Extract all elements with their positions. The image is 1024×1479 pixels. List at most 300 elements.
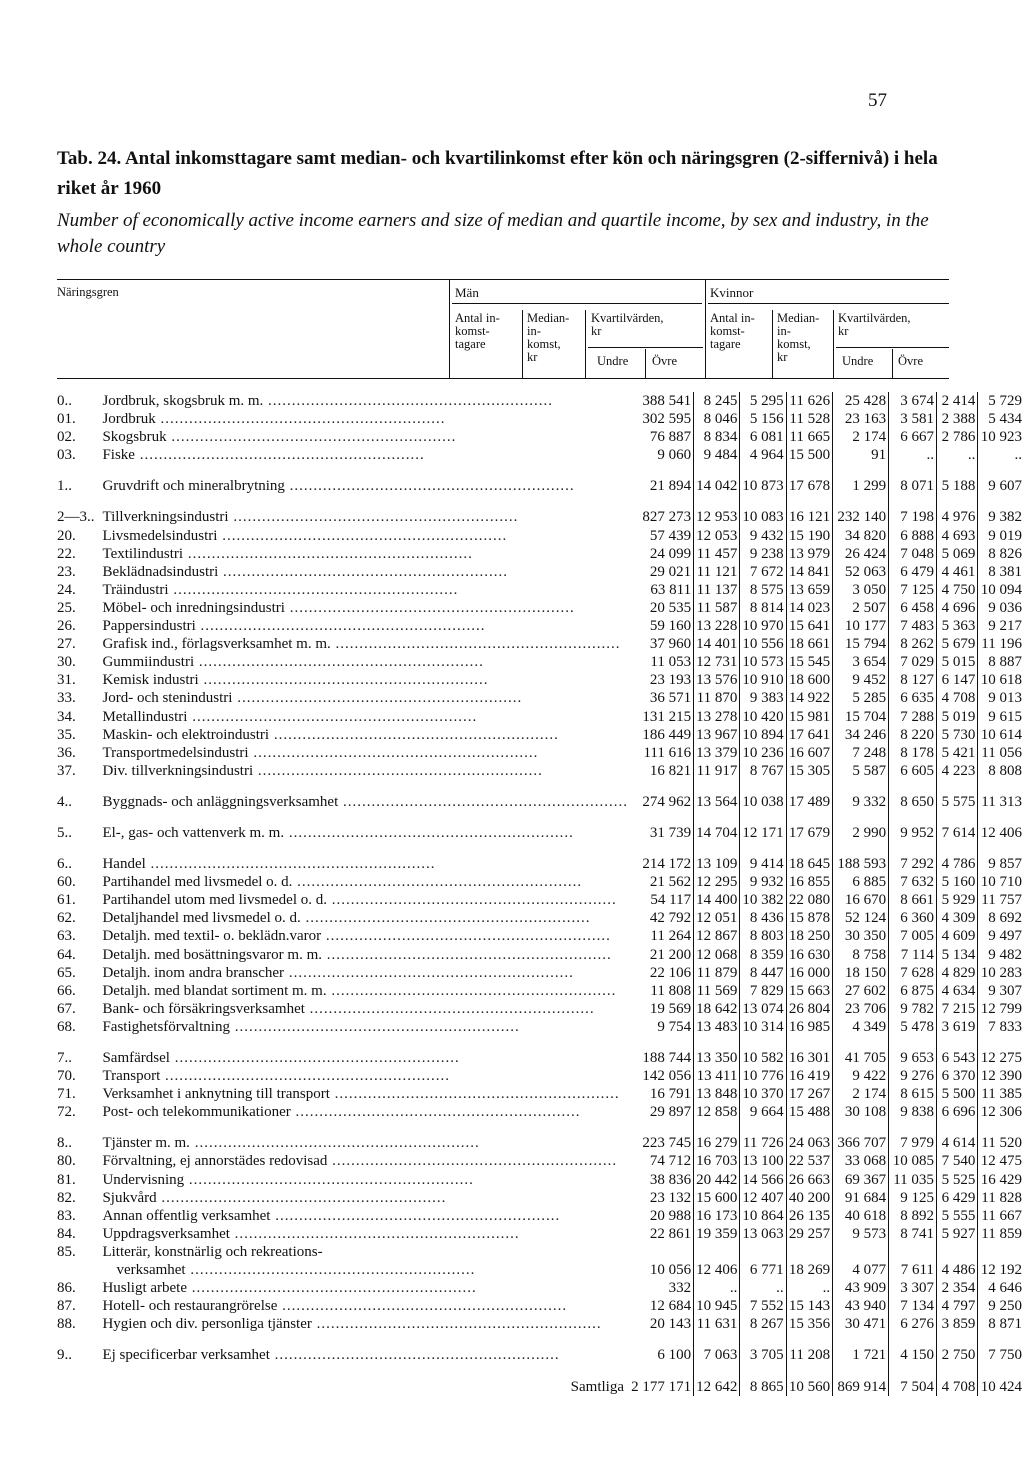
- women-lower-quartile: 7 215: [936, 1000, 977, 1018]
- women-count: 52 124: [833, 909, 889, 927]
- table-row: [57, 873, 1024, 891]
- men-count: 21 894: [628, 477, 694, 495]
- women-lower-quartile: 3 619: [936, 1018, 977, 1036]
- men-median: 19 359: [694, 1225, 740, 1243]
- industry-code: 24.: [57, 581, 76, 598]
- industry-name: Handel ............................................................: [102, 856, 436, 873]
- men-lower-quartile: 7 552: [740, 1297, 786, 1315]
- group-spacer: [57, 1036, 1024, 1049]
- women-lower-quartile: 5 525: [936, 1171, 977, 1189]
- men-lower-quartile: 8 447: [740, 964, 786, 982]
- table-row: [57, 1297, 1024, 1315]
- total-women-lower-quartile: 4 708: [936, 1378, 977, 1396]
- men-count: 42 792: [628, 909, 694, 927]
- table-row: [57, 744, 1024, 762]
- industry-code: 20.: [57, 527, 76, 544]
- men-upper-quartile: 16 985: [786, 1018, 832, 1036]
- group-spacer: [57, 842, 1024, 855]
- women-lower-quartile: 5 575: [936, 793, 977, 811]
- men-median: 13 228: [694, 617, 740, 635]
- women-median: 7 125: [889, 581, 937, 599]
- men-upper-quartile: 15 641: [786, 617, 832, 635]
- men-count: 21 562: [628, 873, 694, 891]
- men-lower-quartile: 12 407: [740, 1189, 786, 1207]
- men-count: 59 160: [628, 617, 694, 635]
- women-upper-quartile: 8 808: [988, 762, 1022, 779]
- men-median: 11 137: [694, 581, 740, 599]
- men-median: 12 068: [694, 946, 740, 964]
- men-upper-quartile: 13 979: [786, 545, 832, 563]
- men-lower-quartile: 8 814: [740, 599, 786, 617]
- women-upper-quartile: 12 406: [980, 824, 1022, 841]
- men-count: 302 595: [628, 410, 694, 428]
- industry-name: Grafisk ind., förlagsverksamhet m. m. ............................................................: [102, 636, 621, 653]
- men-median: 13 379: [694, 744, 740, 762]
- table-subtitle: Number of economically active income earners and size of median and quartile income, by sex and industry, in the whole country: [57, 210, 929, 257]
- header-line: komst,: [527, 337, 561, 351]
- women-count: 9 332: [833, 793, 889, 811]
- leader-dots: ............................................................: [145, 856, 436, 873]
- leader-dots: ............................................................: [326, 982, 617, 999]
- women-upper-quartile: 7 833: [988, 1018, 1022, 1035]
- women-median: 7 048: [889, 545, 937, 563]
- men-lower-quartile: 10 083: [740, 508, 786, 526]
- men-median: 8 834: [694, 428, 740, 446]
- leader-dots: ............................................................: [169, 1050, 460, 1066]
- men-count: 19 569: [628, 1000, 694, 1018]
- men-median: 12 867: [694, 927, 740, 945]
- women-count: 15 704: [833, 708, 889, 726]
- women-lower-quartile: 5 069: [936, 545, 977, 563]
- women-lower-quartile: 4 614: [936, 1134, 977, 1152]
- women-median: 7 632: [889, 873, 937, 891]
- men-lower-quartile: 6 771: [740, 1261, 786, 1279]
- men-count: 188 744: [628, 1049, 694, 1067]
- men-lower-quartile: 10 582: [740, 1049, 786, 1067]
- men-median: 13 967: [694, 726, 740, 744]
- header-divider: [645, 349, 646, 378]
- header-line: Antal in-: [455, 311, 500, 325]
- header-divider: [705, 279, 706, 378]
- total-row: [57, 1378, 1024, 1396]
- men-count: 223 745: [628, 1134, 694, 1152]
- men-median: 11 870: [694, 689, 740, 707]
- industry-name: Jord- och stenindustri ............................................................: [102, 690, 523, 707]
- women-count: 43 940: [833, 1297, 889, 1315]
- industry-code: 8..: [57, 1135, 72, 1152]
- women-quartile-rule: [836, 347, 949, 348]
- men-count: 76 887: [628, 428, 694, 446]
- table-row: [57, 477, 1024, 495]
- women-upper-quartile: 11 757: [981, 892, 1022, 909]
- men-count: 57 439: [628, 527, 694, 545]
- table-row: [57, 410, 1024, 428]
- industry-code: 60.: [57, 874, 76, 891]
- industry-code: 80.: [57, 1153, 76, 1170]
- women-count: 2 990: [833, 824, 889, 842]
- total-women-upper-quartile: 10 424: [980, 1378, 1022, 1395]
- industry-code: 82.: [57, 1189, 76, 1206]
- men-lower-quartile: 5 295: [740, 392, 786, 410]
- women-median: 7 292: [889, 855, 937, 873]
- men-upper-quartile: 11 208: [786, 1346, 832, 1364]
- women-upper-quartile: 10 923: [980, 429, 1022, 446]
- women-median: 3 307: [889, 1279, 937, 1297]
- industry-name: Samfärdsel ............................................................: [102, 1050, 460, 1066]
- header-upper: Övre: [898, 354, 923, 368]
- women-lower-quartile: 7 614: [936, 824, 977, 842]
- women-upper-quartile: 7 750: [988, 1347, 1022, 1364]
- industry-code: [57, 1261, 102, 1279]
- women-median: 8 661: [889, 891, 937, 909]
- women-lower-quartile: 4 634: [936, 982, 977, 1000]
- men-median: 11 879: [694, 964, 740, 982]
- industry-code: 1..: [57, 478, 72, 495]
- women-upper-quartile: 12 192: [980, 1262, 1022, 1279]
- men-median: 12 731: [694, 653, 740, 671]
- leader-dots: ............................................................: [229, 1018, 520, 1035]
- women-lower-quartile: 2 750: [936, 1346, 977, 1364]
- industry-code: 7..: [57, 1050, 72, 1066]
- men-upper-quartile: 16 607: [786, 744, 832, 762]
- leader-dots: ............................................................: [290, 1104, 581, 1121]
- women-upper-quartile: 11 385: [981, 1086, 1022, 1103]
- industry-code: 35.: [57, 726, 76, 743]
- industry-name: Ej specificerbar verksamhet ............................................................: [102, 1347, 560, 1364]
- men-upper-quartile: 15 663: [786, 982, 832, 1000]
- women-count: 6 885: [833, 873, 889, 891]
- men-lower-quartile: ..: [740, 1279, 786, 1297]
- women-median: 7 979: [889, 1134, 937, 1152]
- table-row: [57, 428, 1024, 446]
- men-upper-quartile: 15 488: [786, 1103, 832, 1121]
- leader-dots: ............................................................: [338, 793, 628, 810]
- leader-dots: ............................................................: [187, 708, 478, 725]
- women-median: 6 888: [889, 527, 937, 545]
- men-median: 14 704: [694, 824, 740, 842]
- industry-code: 72.: [57, 1104, 76, 1121]
- women-count: 5 285: [833, 689, 889, 707]
- industry-name: verksamhet ............................................................: [116, 1262, 476, 1279]
- header-divider: [833, 310, 834, 378]
- men-upper-quartile: 17 679: [786, 824, 832, 842]
- men-upper-quartile: 18 600: [786, 671, 832, 689]
- women-median: 9 653: [889, 1049, 937, 1067]
- men-lower-quartile: 5 156: [740, 410, 786, 428]
- industry-code: 86.: [57, 1280, 76, 1297]
- men-lower-quartile: 9 238: [740, 545, 786, 563]
- women-count: 7 248: [833, 744, 889, 762]
- industry-name: Litterär, konstnärlig och rekreations-: [102, 1243, 323, 1260]
- table-row: [57, 927, 1024, 945]
- industry-name: Beklädnadsindustri ............................................................: [102, 563, 509, 580]
- leader-dots: ............................................................: [183, 545, 473, 562]
- men-count: 10 056: [628, 1261, 694, 1279]
- table-row: [57, 1085, 1024, 1103]
- women-count: 91 684: [833, 1189, 889, 1207]
- header-top-rule: [57, 279, 949, 280]
- women-upper-quartile: 8 381: [988, 563, 1022, 580]
- table-row: [57, 909, 1024, 927]
- women-upper-quartile: 8 826: [988, 545, 1022, 562]
- leader-dots: ............................................................: [194, 654, 484, 671]
- men-lower-quartile: 10 314: [740, 1018, 786, 1036]
- women-count: 2 174: [833, 428, 889, 446]
- total-men-lower-quartile: 8 865: [740, 1378, 786, 1396]
- leader-dots: ............................................................: [292, 874, 583, 891]
- men-upper-quartile: 17 489: [786, 793, 832, 811]
- men-lower-quartile: 10 894: [740, 726, 786, 744]
- leader-dots: ............................................................: [217, 527, 508, 544]
- women-upper-quartile: 8 887: [988, 654, 1022, 671]
- industry-name: Fiske ............................................................: [102, 447, 425, 464]
- men-count: 29 021: [628, 563, 694, 581]
- industry-code: 66.: [57, 982, 76, 999]
- header-line: komst-: [710, 324, 745, 338]
- industry-code: 81.: [57, 1171, 76, 1188]
- men-upper-quartile: 14 841: [786, 563, 832, 581]
- leader-dots: ............................................................: [228, 509, 519, 526]
- men-upper-quartile: 18 269: [786, 1261, 832, 1279]
- women-count: 33 068: [833, 1152, 889, 1170]
- women-count: 3 654: [833, 653, 889, 671]
- women-lower-quartile: 5 134: [936, 946, 977, 964]
- industry-code: 71.: [57, 1086, 76, 1103]
- industry-code: 85.: [57, 1243, 76, 1260]
- industry-name: Partihandel utom med livsmedel o. d. ............................................................: [102, 892, 617, 909]
- industry-code: 36.: [57, 744, 76, 761]
- industry-code: 37.: [57, 762, 76, 779]
- table-row: [57, 855, 1024, 873]
- women-lower-quartile: 4 797: [936, 1297, 977, 1315]
- men-median: 16 279: [694, 1134, 740, 1152]
- men-upper-quartile: 26 663: [786, 1171, 832, 1189]
- women-upper-quartile: 9 013: [988, 690, 1022, 707]
- men-count: 111 616: [628, 744, 694, 762]
- table-row: [57, 1152, 1024, 1170]
- men-median: 8 046: [694, 410, 740, 428]
- men-upper-quartile: 24 063: [786, 1134, 832, 1152]
- men-lower-quartile: 10 864: [740, 1207, 786, 1225]
- header-line: komst-: [455, 324, 490, 338]
- industry-name: El-, gas- och vattenverk m. m. ............................................................: [102, 824, 574, 841]
- table-row: [57, 545, 1024, 563]
- women-upper-quartile: [978, 1243, 1024, 1261]
- women-median: 7 198: [889, 508, 937, 526]
- industry-name: Partihandel med livsmedel o. d. ............................................................: [102, 874, 583, 891]
- women-median: 7 611: [889, 1261, 937, 1279]
- women-lower-quartile: 6 429: [936, 1189, 977, 1207]
- industry-code: 83.: [57, 1207, 76, 1224]
- leader-dots: ............................................................: [284, 599, 575, 616]
- leader-dots: ............................................................: [330, 636, 621, 653]
- men-lower-quartile: 8 267: [740, 1315, 786, 1333]
- industry-code: 65.: [57, 964, 76, 981]
- leader-dots: ............................................................: [327, 1153, 618, 1170]
- women-median: [889, 1243, 937, 1261]
- men-lower-quartile: 10 420: [740, 708, 786, 726]
- industry-name: Tjänster m. m. ............................................................: [102, 1135, 480, 1152]
- men-upper-quartile: 11 665: [786, 428, 832, 446]
- women-median: 6 875: [889, 982, 937, 1000]
- industry-name: Bank- och försäkringsverksamhet ............................................................: [102, 1000, 595, 1017]
- men-upper-quartile: 14 023: [786, 599, 832, 617]
- table-row: [57, 1171, 1024, 1189]
- leader-dots: ............................................................: [187, 1280, 477, 1297]
- leader-dots: ............................................................: [253, 762, 543, 779]
- men-lower-quartile: 3 705: [740, 1346, 786, 1364]
- women-median: 8 650: [889, 793, 937, 811]
- women-lower-quartile: 4 486: [936, 1261, 977, 1279]
- women-median: 6 458: [889, 599, 937, 617]
- men-count: 23 193: [628, 671, 694, 689]
- men-median: [694, 1243, 740, 1261]
- industry-name: Undervisning ............................................................: [102, 1171, 474, 1188]
- industry-name: Annan offentlig verksamhet ............................................................: [102, 1207, 561, 1224]
- table-row: [57, 1346, 1024, 1364]
- header-line: Kvartilvärden,: [838, 311, 911, 325]
- industry-name: Textilindustri ............................................................: [102, 545, 473, 562]
- industry-name: Pappersindustri ............................................................: [102, 618, 486, 635]
- women-upper-quartile: 9 307: [988, 982, 1022, 999]
- table-row: [57, 1189, 1024, 1207]
- industry-code: 25.: [57, 599, 76, 616]
- men-count: 186 449: [628, 726, 694, 744]
- leader-dots: ............................................................: [232, 690, 523, 707]
- header-line: kr: [527, 350, 538, 364]
- table-row: [57, 1067, 1024, 1085]
- women-upper-quartile: 10 710: [980, 874, 1022, 891]
- women-upper-quartile: 9 019: [988, 527, 1022, 544]
- women-upper-quartile: 9 482: [988, 946, 1022, 963]
- women-upper-quartile: 11 196: [981, 636, 1022, 653]
- women-lower-quartile: 5 160: [936, 873, 977, 891]
- men-lower-quartile: 9 932: [740, 873, 786, 891]
- women-upper-quartile: 10 283: [980, 964, 1022, 981]
- leader-dots: ............................................................: [304, 1000, 595, 1017]
- men-median: 12 406: [694, 1261, 740, 1279]
- men-upper-quartile: 18 661: [786, 635, 832, 653]
- men-upper-quartile: 11 528: [786, 410, 832, 428]
- women-upper-quartile: 9 615: [988, 708, 1022, 725]
- header-divider: [449, 279, 450, 378]
- men-count: 16 791: [628, 1085, 694, 1103]
- women-lower-quartile: 3 859: [936, 1315, 977, 1333]
- industry-name: Fastighetsförvaltning ............................................................: [102, 1018, 520, 1035]
- men-median: 8 245: [694, 392, 740, 410]
- women-lower-quartile: 4 223: [936, 762, 977, 780]
- men-upper-quartile: 17 267: [786, 1085, 832, 1103]
- women-upper-quartile: 11 667: [981, 1207, 1022, 1224]
- women-count: 4 077: [833, 1261, 889, 1279]
- women-count: 4 349: [833, 1018, 889, 1036]
- men-lower-quartile: 10 236: [740, 744, 786, 762]
- industry-name: Uppdragsverksamhet ............................................................: [102, 1225, 520, 1242]
- leader-dots: ............................................................: [218, 563, 509, 580]
- men-lower-quartile: 4 964: [740, 446, 786, 464]
- men-upper-quartile: 18 645: [786, 855, 832, 873]
- women-lower-quartile: 5 188: [936, 477, 977, 495]
- industry-name: Jordbruk ............................................................: [102, 411, 446, 428]
- table-row: [57, 1279, 1024, 1297]
- leader-dots: ............................................................: [327, 892, 617, 909]
- leader-dots: ............................................................: [166, 429, 457, 446]
- men-median: 10 945: [694, 1297, 740, 1315]
- men-median: 11 569: [694, 982, 740, 1000]
- women-lower-quartile: 4 829: [936, 964, 977, 982]
- header-divider: [772, 310, 773, 378]
- women-median: 9 125: [889, 1189, 937, 1207]
- women-upper-quartile: 8 692: [988, 910, 1022, 927]
- women-lower-quartile: 5 555: [936, 1207, 977, 1225]
- industry-name: Verksamhet i anknytning till transport ............................................................: [102, 1086, 620, 1103]
- women-median: 8 071: [889, 477, 937, 495]
- women-count: 2 174: [833, 1085, 889, 1103]
- women-median: 7 288: [889, 708, 937, 726]
- header-men: Män: [455, 285, 479, 300]
- men-upper-quartile: 15 981: [786, 708, 832, 726]
- men-count: 20 143: [628, 1315, 694, 1333]
- women-count: 30 350: [833, 927, 889, 945]
- men-median: 11 587: [694, 599, 740, 617]
- men-count: 63 811: [628, 581, 694, 599]
- women-lower-quartile: 7 540: [936, 1152, 977, 1170]
- women-upper-quartile: 10 614: [980, 726, 1022, 743]
- industry-name: Sjukvård ............................................................: [102, 1189, 447, 1206]
- women-median: 8 892: [889, 1207, 937, 1225]
- industry-code: 02.: [57, 429, 76, 446]
- total-men-upper-quartile: 10 560: [786, 1378, 832, 1396]
- group-spacer: [57, 464, 1024, 477]
- industry-code: 84.: [57, 1225, 76, 1242]
- women-upper-quartile: 12 475: [980, 1153, 1022, 1170]
- men-lower-quartile: 9 414: [740, 855, 786, 873]
- header-line: in-: [777, 324, 791, 338]
- women-median: 6 667: [889, 428, 937, 446]
- men-count: 9 060: [628, 446, 694, 464]
- women-upper-quartile: ..: [1014, 447, 1022, 464]
- industry-name: Metallindustri ............................................................: [102, 708, 478, 725]
- women-median: 9 838: [889, 1103, 937, 1121]
- group-spacer: [57, 811, 1024, 824]
- industry-name: Detaljh. med blandat sortiment m. m. ............................................................: [102, 982, 617, 999]
- header-line: tagare: [710, 337, 741, 351]
- men-upper-quartile: 16 000: [786, 964, 832, 982]
- women-count: 52 063: [833, 563, 889, 581]
- men-upper-quartile: 22 080: [786, 891, 832, 909]
- industry-code: 88.: [57, 1316, 76, 1333]
- men-count: 131 215: [628, 708, 694, 726]
- men-median: 12 051: [694, 909, 740, 927]
- leader-dots: ............................................................: [134, 447, 425, 464]
- men-upper-quartile: 15 878: [786, 909, 832, 927]
- men-lower-quartile: 13 074: [740, 1000, 786, 1018]
- women-count: 5 587: [833, 762, 889, 780]
- women-median: 9 952: [889, 824, 937, 842]
- men-upper-quartile: 15 545: [786, 653, 832, 671]
- men-upper-quartile: 18 250: [786, 927, 832, 945]
- women-median: 8 262: [889, 635, 937, 653]
- men-upper-quartile: 13 659: [786, 581, 832, 599]
- men-upper-quartile: 40 200: [786, 1189, 832, 1207]
- women-lower-quartile: 2 786: [936, 428, 977, 446]
- men-lower-quartile: 10 370: [740, 1085, 786, 1103]
- women-median: 9 782: [889, 1000, 937, 1018]
- men-lower-quartile: 7 672: [740, 563, 786, 581]
- women-median: 5 478: [889, 1018, 937, 1036]
- table-row: [57, 964, 1024, 982]
- women-upper-quartile: 11 056: [981, 744, 1022, 761]
